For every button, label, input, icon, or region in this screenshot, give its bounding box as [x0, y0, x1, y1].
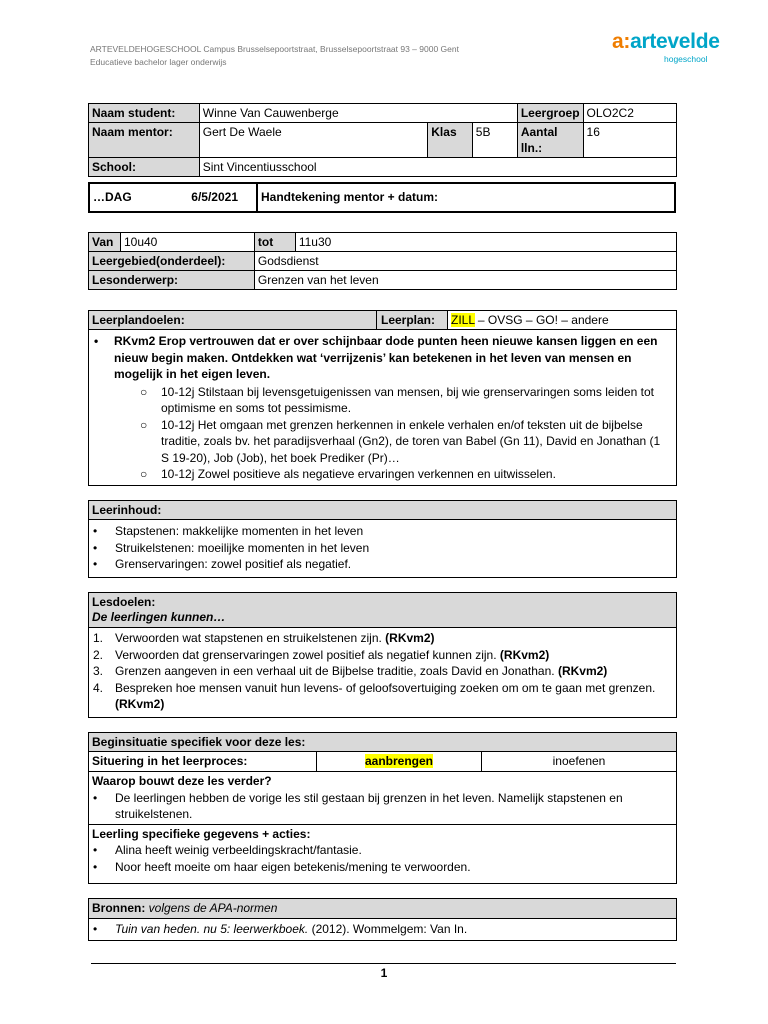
header-program: Educatieve bachelor lager onderwijs [90, 57, 227, 67]
list-item: ○ 10-12j Het omgaan met grenzen herkennen in enkele verhalen en/of teksten uit de bijbelse traditie, zoals bv. het paradijsverhaal (Gn2), de toren van Babel (Gn 11), David en Jonathan (1 S 19-20), Job (Job), het boek Prediker (Pr)… [140, 417, 661, 465]
list-item: • Tuin van heden. nu 5: leerwerkboek. (2012). Wommelgem: Van In. [93, 922, 468, 936]
school-value: Sint Vincentiusschool [199, 158, 676, 177]
dag-table [88, 182, 676, 213]
handtekening-label: Handtekening mentor + datum: [257, 183, 675, 212]
bronnen-box [88, 898, 677, 941]
leergroep-value: OLO2C2 [583, 104, 676, 123]
beginsituatie-box [88, 732, 677, 884]
naam-student-value: Winne Van Cauwenberge [199, 104, 517, 123]
situering-inoefenen: inoefenen [552, 754, 606, 768]
list-item: • Grenservaringen: zowel positief als negatief. [93, 557, 352, 571]
list-item: • Stapstenen: makkelijke momenten in het leven [93, 524, 364, 538]
list-item: ○ 10-12j Zowel positieve als negatieve ervaringen verkennen en uitwisselen. [140, 467, 556, 481]
lesdoelen-sublabel: De leerlingen kunnen… [92, 610, 226, 624]
waarop-label: Waarop bouwt deze les verder? [92, 774, 272, 788]
leergroep-label: Leergroep [517, 104, 583, 123]
dag-cell [89, 183, 257, 212]
leerplan-options [448, 311, 676, 329]
lesdoelen-label: Lesdoelen: [92, 595, 156, 609]
tot-label: tot [254, 233, 295, 252]
artevelde-logo [612, 30, 720, 64]
lesonderwerp-value: Grenzen van het leven [254, 271, 676, 290]
lesdoelen-box [88, 592, 677, 718]
leerplandoel-main-text: RKvm2 Erop vertrouwen dat er over schijnbaar dode punten heen nieuwe kansen liggen en een nieuw begin maken. Ontdekken wat ‘verrijzenis’ kan betekenen in het leven van mensen en mogelijk in het eigen leven. [114, 334, 658, 381]
leerplan-label: Leerplan: [377, 311, 448, 329]
list-item: 4. Bespreken hoe mensen vanuit hun levens- of geloofsovertuiging zoeken om om te gaan met grenzen. (RKvm2) [93, 680, 656, 711]
list-item: • Noor heeft moeite om haar eigen betekenis/mening te verwoorden. [93, 859, 471, 874]
situering-label: Situering in het leerproces: [89, 752, 317, 771]
bronnen-label: Bronnen: [92, 901, 146, 915]
dag-date: 6/5/2021 [191, 190, 238, 204]
list-item: • Struikelstenen: moeilijke momenten in het leven [93, 540, 370, 555]
lesonderwerp-label: Lesonderwerp: [89, 271, 255, 290]
list-item: ○ 10-12j Stilstaan bij levensgetuigenissen van mensen, bij wie grenservaringen soms leiden tot optimisme en soms tot pessimisme. [140, 384, 654, 415]
bron-rest: (2012). Wommelgem: Van In. [308, 922, 468, 936]
bron-title: Tuin van heden. nu 5: leerwerkboek. [115, 922, 309, 936]
school-label: School: [89, 158, 200, 177]
les-table [88, 232, 677, 290]
tot-value: 11u30 [295, 233, 676, 252]
dag-label: …DAG [93, 190, 132, 204]
aantal-label: Aantal lln.: [517, 123, 583, 158]
naam-student-label: Naam student: [89, 104, 200, 123]
list-item: 2. Verwoorden dat grenservaringen zowel positief als negatief kunnen zijn. (RKvm2) [93, 647, 550, 662]
bronnen-norm: volgens de APA-normen [145, 901, 278, 915]
leergebied-label: Leergebied(onderdeel): [89, 252, 255, 271]
list-item: • Alina heeft weinig verbeeldingskracht/fantasie. [93, 843, 362, 857]
specifiek-label: Leerling specifieke gegevens + acties: [92, 826, 311, 841]
leerplan-zill: ZILL [451, 313, 475, 327]
logo-sub: hogeschool [664, 54, 708, 64]
list-item: 1. Verwoorden wat stapstenen en struikelstenen zijn. (RKvm2) [93, 631, 435, 645]
klas-label: Klas [428, 123, 473, 158]
list-item: 3. Grenzen aangeven in een verhaal uit de Bijbelse traditie, zoals David en Jonathan. (RKvm2) [93, 664, 608, 678]
van-value: 10u40 [120, 233, 254, 252]
logo-name: artevelde [630, 30, 720, 53]
student-info-table [88, 103, 677, 177]
van-label: Van [89, 233, 121, 252]
list-item: • De leerlingen hebben de vorige les stil gestaan bij grenzen in het leven. Namelijk stapstenen en struikelstenen. [93, 790, 623, 821]
naam-mentor-value: Gert De Waele [199, 123, 428, 158]
leerplandoel-sublist [89, 383, 676, 483]
leerinhoud-label: Leerinhoud: [89, 501, 676, 520]
header-address: ARTEVELDEHOGESCHOOL Campus Brusselsepoortstraat, Brusselsepoortstraat 93 – 9000 Gent [90, 44, 459, 54]
footer-divider [91, 963, 676, 964]
logo-prefix: a: [612, 30, 631, 53]
aantal-value: 16 [583, 123, 676, 158]
leerplandoelen-box [88, 310, 677, 486]
leerplandoelen-label: Leerplandoelen: [89, 311, 377, 329]
naam-mentor-label: Naam mentor: [89, 123, 200, 158]
beginsituatie-label: Beginsituatie specifiek voor deze les: [89, 733, 676, 752]
institution-header [90, 43, 459, 69]
leerplandoel-main: • RKvm2 Erop vertrouwen dat er over schijnbaar dode punten heen nieuwe kansen liggen en een nieuw begin maken. Ontdekken wat ‘verrijzenis’ kan betekenen in het leven van mensen en mogelijk in het eigen leven. [94, 334, 658, 381]
leergebied-value: Godsdienst [254, 252, 676, 271]
leerinhoud-box [88, 500, 677, 578]
situering-aanbrengen: aanbrengen [317, 752, 482, 771]
klas-value: 5B [472, 123, 517, 158]
leerplan-rest: – OVSG – GO! – andere [474, 313, 609, 327]
page-number: 1 [380, 966, 388, 980]
